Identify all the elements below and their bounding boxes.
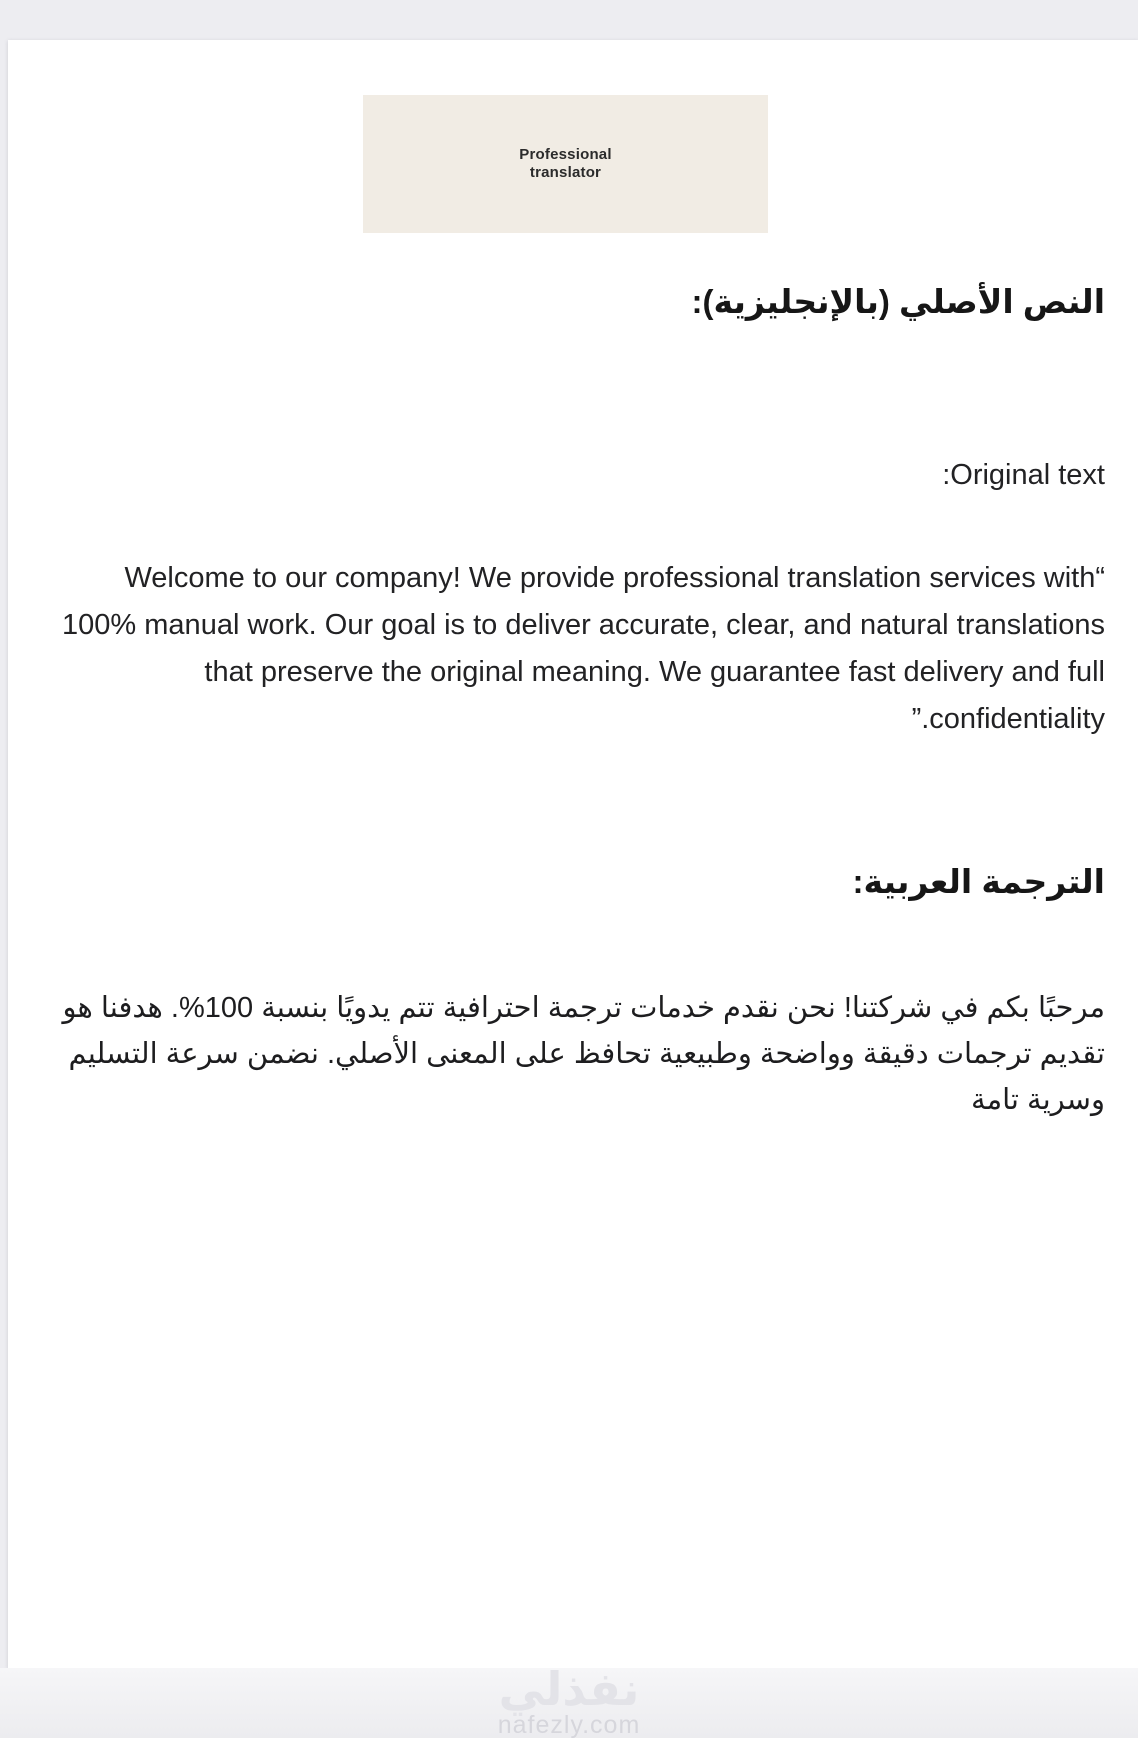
- arabic-translation-paragraph: مرحبًا بكم في شركتنا! نحن نقدم خدمات ترجمة احترافية تتم يدويًا بنسبة 100%. هدفنا هو تقديم ترجمات دقيقة وواضحة وطبيعية تحافظ على المعنى الأصلي. نضمن سرعة التسليم وسرية تامة: [62, 992, 1105, 1116]
- document-page: [8, 40, 1138, 1668]
- arabic-translation-heading: الترجمة العربية:: [852, 863, 1105, 900]
- brand-line-1: Professional: [519, 146, 612, 163]
- nafezly-url: nafezly.com: [497, 1711, 641, 1738]
- original-text-heading: النص الأصلي (بالإنجليزية):: [691, 283, 1105, 320]
- brand-line-2: translator: [529, 164, 602, 181]
- original-text-label: Original text:: [942, 459, 1105, 491]
- nafezly-logo: نفذلي: [498, 1663, 640, 1715]
- brand-box: [363, 95, 768, 233]
- original-text-paragraph: “Welcome to our company! We provide professional translation services with 100% manual work. Our goal is to deliver accurate, clear, and natural translations that preserve the original meaning. We guarantee fast delivery and full confidentiality.”: [62, 562, 1105, 735]
- watermark-band: [0, 1663, 1138, 1738]
